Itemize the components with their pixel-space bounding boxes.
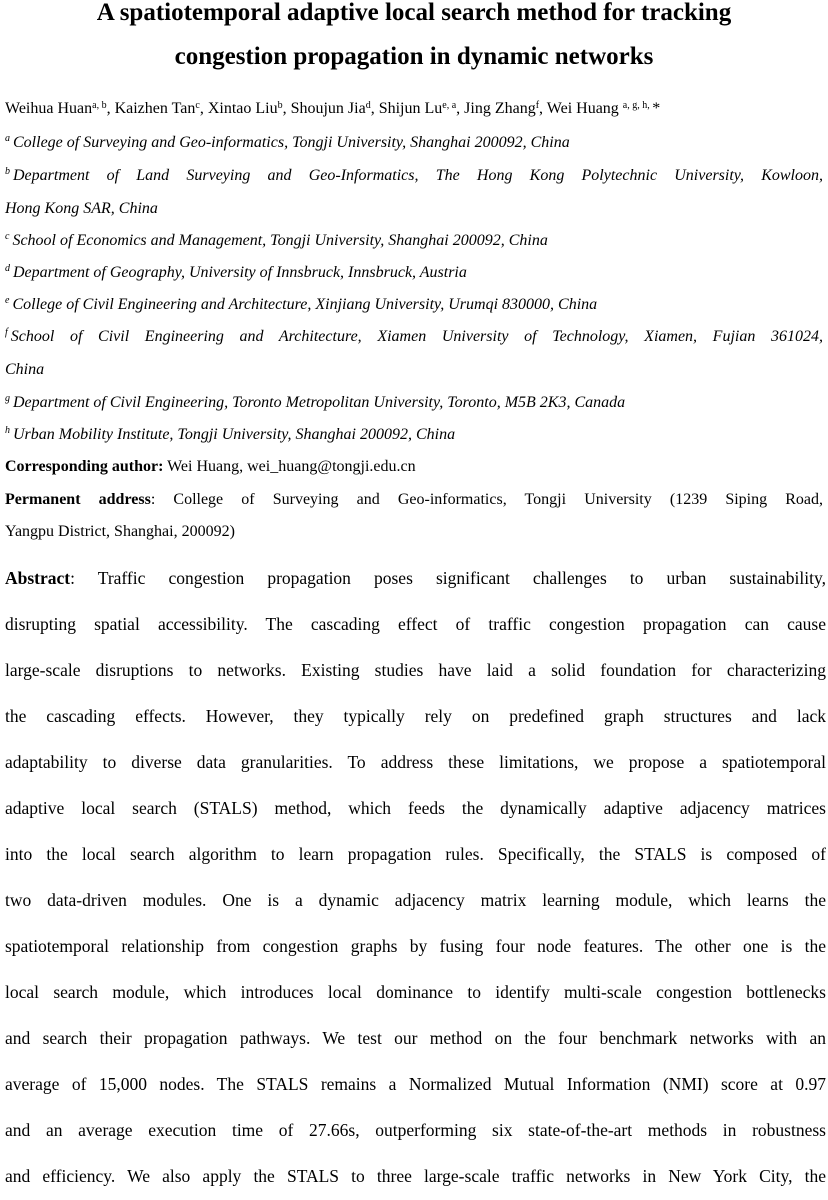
affiliation-a: $^a$ College of Surveying and Geo-informatics, Tongji University, Shanghai 200092, China [5, 133, 570, 151]
author: Weihua Huan$^{a, b}$, [5, 100, 115, 117]
abstract-line: and search their propagation pathways. We test our method on the four benchmark networks with an [5, 1028, 826, 1048]
abstract-line: adaptability to diverse data granularities. To address these limitations, we propose a spatiotemporal [5, 752, 826, 772]
affiliation-b: $^b$ Department of Land Surveying and Geo-Informatics, The Hong Kong Polytechnic University, Kowloon, [5, 166, 823, 184]
abstract-line: adaptive local search (STALS) method, which feeds the dynamically adaptive adjacency matrices [5, 798, 826, 818]
author-list [5, 98, 660, 120]
abstract-line: the cascading effects. However, they typically rely on predefined graph structures and lack [5, 706, 826, 726]
affiliation-d: $^d$ Department of Geography, University of Innsbruck, Innsbruck, Austria [5, 263, 467, 281]
affiliation-f: $^f$ School of Civil Engineering and Architecture, Xiamen University of Technology, Xiamen, Fujian 361024, [5, 327, 823, 345]
abstract-line: Abstract: Traffic congestion propagation poses significant challenges to urban sustainability, [5, 568, 826, 588]
abstract-line: two data-driven modules. One is a dynamic adjacency matrix learning module, which learns the [5, 890, 826, 910]
author: Kaizhen Tan$^c$, [114, 100, 208, 117]
paper-title-line-1: A spatiotemporal adaptive local search method for tracking [96, 0, 732, 26]
affiliation-c: $^c$ School of Economics and Management, Tongji University, Shanghai 200092, China [5, 231, 548, 249]
abstract-line: local search module, which introduces local dominance to identify multi-scale congestion bottlenecks [5, 982, 826, 1002]
affiliation-e: $^e$ College of Civil Engineering and Architecture, Xinjiang University, Urumqi 830000, China [5, 295, 598, 313]
permanent-address: Permanent address: College of Surveying and Geo-informatics, Tongji University (1239 Siping Road, [5, 491, 823, 508]
abstract-line: spatiotemporal relationship from congestion graphs by fusing four node features. The other one is the [5, 936, 826, 956]
affiliation-b-cont: Hong Kong SAR, China [5, 200, 158, 217]
affiliation-g: $^g$ Department of Civil Engineering, Toronto Metropolitan University, Toronto, M5B 2K3, Canada [5, 393, 626, 411]
author: Jing Zhang$^f$, [464, 100, 547, 117]
author: Shijun Lu$^{e, a}$, [378, 100, 465, 117]
abstract-line: average of 15,000 nodes. The STALS remains a Normalized Mutual Information (NMI) score at 0.97 [5, 1074, 826, 1094]
abstract-line: into the local search algorithm to learn propagation rules. Specifically, the STALS is composed of [5, 844, 826, 864]
abstract-line: and efficiency. We also apply the STALS to three large-scale traffic networks in New York City, the [5, 1166, 826, 1186]
corresponding-author: Corresponding author: Wei Huang, wei_huang@tongji.edu.cn [5, 458, 416, 475]
abstract-line: large-scale disruptions to networks. Existing studies have laid a solid foundation for characterizing [5, 660, 826, 680]
abstract-line: disrupting spatial accessibility. The cascading effect of traffic congestion propagation can cause [5, 614, 826, 634]
author: Wei Huang $^{a, g, h,}$ * [546, 100, 661, 117]
paper-title-line-2: congestion propagation in dynamic networks [174, 43, 654, 70]
author: Shoujun Jia$^d$, [290, 100, 379, 117]
author: Xintao Liu$^b$, [207, 100, 291, 117]
affiliation-h: $^h$ Urban Mobility Institute, Tongji University, Shanghai 200092, China [5, 425, 456, 443]
permanent-address-cont: Yangpu District, Shanghai, 200092) [5, 523, 235, 540]
affiliation-f-cont: China [5, 361, 45, 378]
abstract-line: and an average execution time of 27.66s, outperforming six state-of-the-art methods in robustness [5, 1120, 826, 1140]
